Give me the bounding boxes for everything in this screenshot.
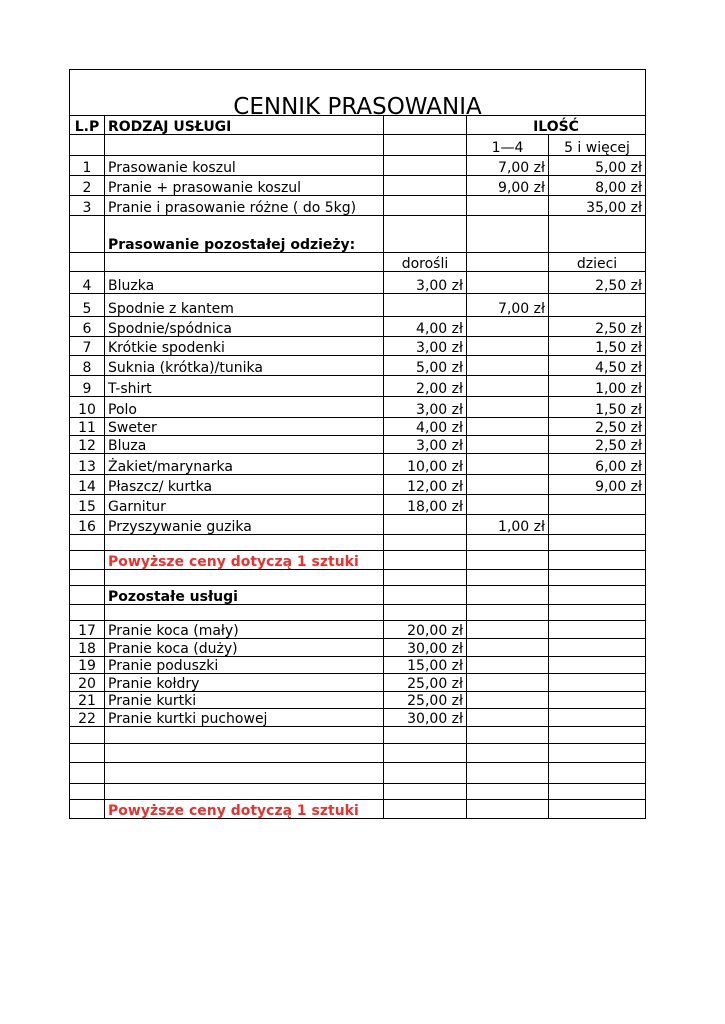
price-note: Powyższe ceny dotyczą 1 sztuki: [105, 800, 384, 819]
empty-row: [70, 784, 646, 800]
table-row: 8 Suknia (krótka)/tunika 5,00 zł 4,50 zł: [70, 356, 646, 376]
qty-1-4-header: 1—4: [467, 135, 549, 156]
price-list-table: [69, 69, 646, 819]
empty-row: [70, 605, 646, 621]
note-row: [70, 800, 646, 819]
section-row: [70, 216, 646, 253]
empty-row: [70, 763, 646, 784]
note-row: [70, 551, 646, 570]
table-row: 18 Pranie koca (duży) 30,00 zł: [70, 639, 646, 657]
table-row: 22 Pranie kurtki puchowej 30,00 zł: [70, 709, 646, 727]
children-header: dzieci: [549, 253, 646, 272]
table-row: 5 Spodnie z kantem 7,00 zł: [70, 294, 646, 317]
quantity-subheader-row: [70, 135, 646, 156]
adults-header: dorośli: [384, 253, 467, 272]
page-title: CENNIK PRASOWANIA: [70, 70, 646, 116]
table-row: 3 Pranie i prasowanie różne ( do 5kg) 35,00 zł: [70, 196, 646, 216]
table-row: 10 Polo 3,00 zł 1,50 zł: [70, 397, 646, 418]
service-header: RODZAJ USŁUGI: [105, 116, 384, 135]
table-row: 14 Płaszcz/ kurtka 12,00 zł 9,00 zł: [70, 475, 646, 495]
table-row: 16 Przyszywanie guzika 1,00 zł: [70, 515, 646, 535]
lp-header: L.P: [70, 116, 105, 135]
table-row: 13 Żakiet/marynarka 10,00 zł 6,00 zł: [70, 454, 646, 475]
empty-row: [70, 570, 646, 586]
section-heading: Pozostałe usługi: [105, 586, 384, 605]
table-row: 17 Pranie koca (mały) 20,00 zł: [70, 621, 646, 639]
header-row: [70, 116, 646, 135]
price-note: Powyższe ceny dotyczą 1 sztuki: [105, 551, 384, 570]
table-row: 4 Bluzka 3,00 zł 2,50 zł: [70, 272, 646, 294]
table-row: 19 Pranie poduszki 15,00 zł: [70, 657, 646, 674]
table-row: 7 Krótkie spodenki 3,00 zł 1,50 zł: [70, 337, 646, 356]
title-row: [70, 70, 646, 116]
age-subheader-row: [70, 253, 646, 272]
table-row: 6 Spodnie/spódnica 4,00 zł 2,50 zł: [70, 317, 646, 337]
empty-row: [70, 535, 646, 551]
section-heading: Prasowanie pozostałej odzieży:: [105, 216, 384, 253]
table-row: 11 Sweter 4,00 zł 2,50 zł: [70, 418, 646, 436]
table-row: 15 Garnitur 18,00 zł: [70, 495, 646, 515]
empty-row: [70, 727, 646, 744]
table-row: 2 Pranie + prasowanie koszul 9,00 zł 8,00 zł: [70, 176, 646, 196]
table-row: 9 T-shirt 2,00 zł 1,00 zł: [70, 376, 646, 397]
table-row: 20 Pranie kołdry 25,00 zł: [70, 674, 646, 692]
qty-5-plus-header: 5 i więcej: [549, 135, 646, 156]
empty-row: [70, 744, 646, 763]
quantity-header: ILOŚĆ: [467, 116, 646, 135]
section-row: [70, 586, 646, 605]
table-row: 1 Prasowanie koszul 7,00 zł 5,00 zł: [70, 156, 646, 176]
table-row: 21 Pranie kurtki 25,00 zł: [70, 692, 646, 709]
table-row: 12 Bluza 3,00 zł 2,50 zł: [70, 436, 646, 454]
